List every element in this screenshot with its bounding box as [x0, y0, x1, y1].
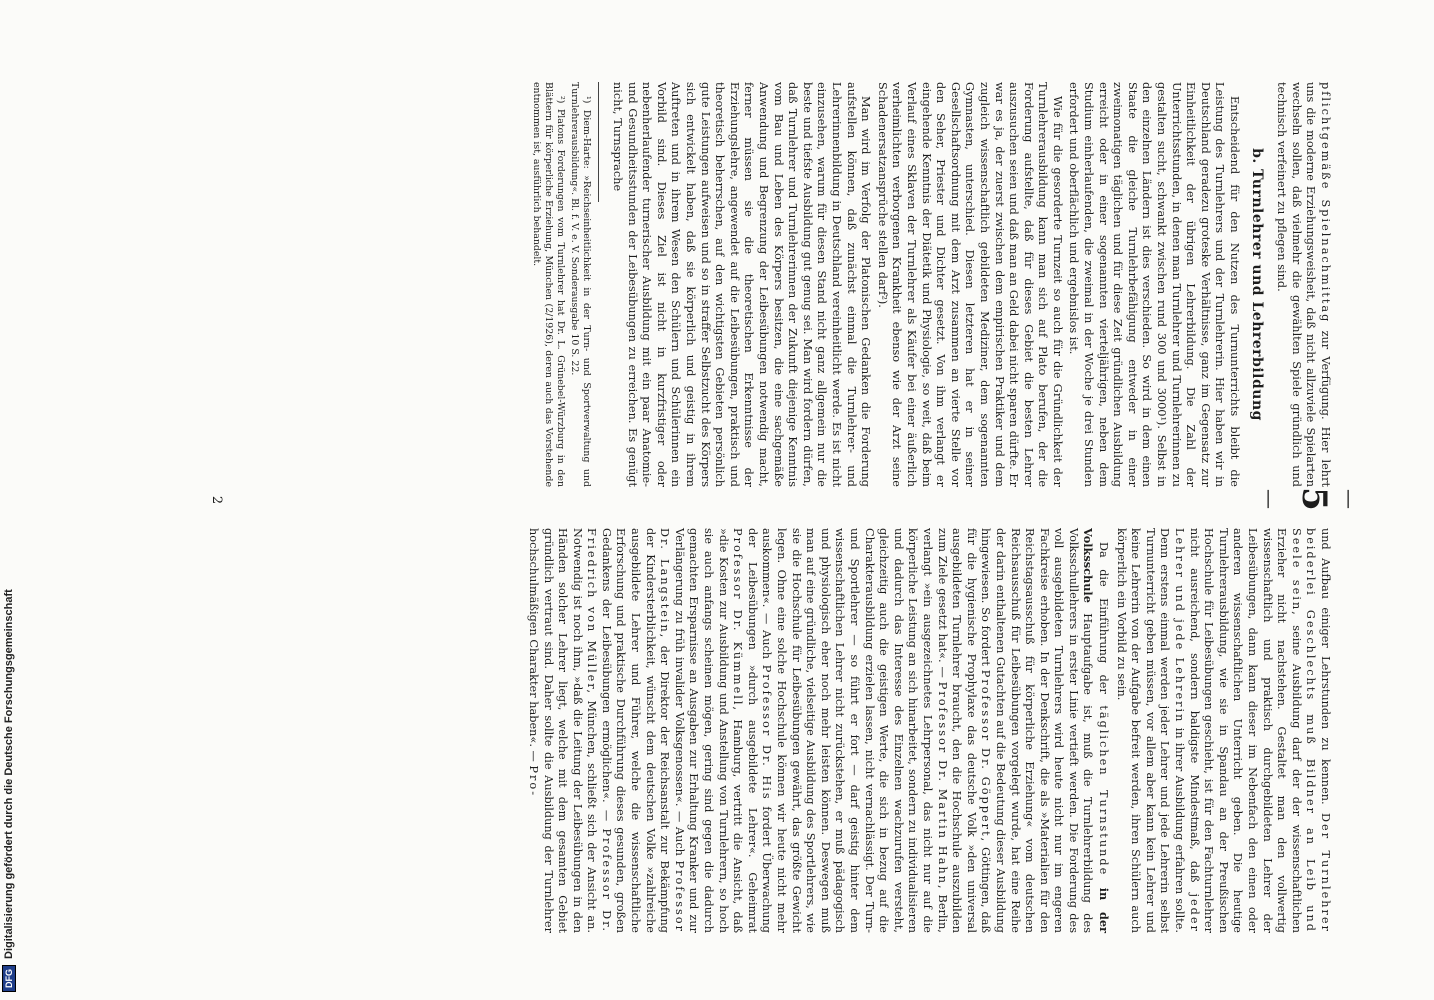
left-paragraph-3: Wie für die gesorderte Turnzeit so auch für die Gründlichkeit der Turnlehrerausbildung kann man sich auf Plato berufen, der die Forderung aufstellte, daß für dieses Gebiet die besten Lehrer auszusuchen seien und daß man an Geld dabei nicht sparen dürfte. Er war es ja, der zuerst zwischen dem empirischen Praktiker und dem zugleich wissenschaftlich gebildeten Mediziner, dem sogenannten Gymnasten, unterschied. Diesen letzteren hat er in seiner Gesellschaftsordnung mit dem Arzt zusammen an vierte Stelle vor den Seher, Priester und Dichter gesetzt. Von ihm verlangt er eingehende Kenntnis der Diätetik und Physiologie, so weit, daß beim Verlauf eines Sklaven der Turnlehrer als Käufer bei einer äußerlich verheimlichten verborgenen Krankheit ebenso wie der Arzt seine Schadenersatzansprüche stellen darf²). [875, 82, 1064, 487]
page-number-dash-left: — [1338, 489, 1362, 511]
spaced-text: jeder Lehrer und jede Lehrerin [1173, 528, 1201, 933]
paragraph-text: Da die Einführung der [1097, 542, 1111, 694]
paragraph-text: der Direktor der Reichsanstalt zur Bekämpfung der Kindersterblichkeit, wünscht dem deutschen Volke »zahlreiche ausgebildete Lehrer und Führer, welche die wissenschaftliche Erforschung und praktische Durchführung dieses gesunden, großen Gedankens der Leibesübungen ermöglichen«. — [599, 528, 672, 933]
paragraph-text: Göttingen, daß für die hygienische Prophylaxe das deutsche Volk »den universal ausgebildeten Turnlehrer braucht, den die Hochschule auszubilden zum Ziele gesetzt hat«. — [935, 528, 993, 933]
footnote-2: ²) Platons Forderungen vom Turnlehrer hat Dr. L. Grünebel-Würzburg in den Blättern für körperliche Erziehung, München (2/1926), deren auch das Vorstehende entnommen ist, ausführlich behandelt. [530, 82, 567, 487]
credit-text: Digitalisierung gefördert durch die Deutsche Forschungsgemeinschaft [3, 589, 15, 959]
paragraph-text: und Aufbau einiger Lehrstunden zu kennen. [1319, 528, 1332, 805]
page-number-dash-right: — [1258, 489, 1282, 511]
dfg-logo: DFG [2, 965, 16, 992]
paragraph-text: München, schließt sich der Ansicht an. Notwendig ist noch ihm, »daß die Leitung der Leibesübungen in den Händen solcher Lehrer liegt, welche mit dem gesamten Gebiet gründlich vertraut sind. Daher sollte die Ausbildung der Turnlehrer hochschulmäßigen Charakter haben«. — [526, 528, 599, 934]
paragraph-text: zur Verfügung. Hier lehrt uns die moderne Erziehungsweisheit, daß nicht allzuviele Spielarten wechseln sollen, daß vielmehr die gewählten Spiele gründlich und technisch verfeinert zu pflegen sind. [1275, 82, 1332, 488]
paragraph-text: seine Ausbildung darf der der wissenschaftlichen Erzieher nicht nachstehen. Gestaltet man den vollwertig wissenschaftlich und praktisch durchgebildeten Lehrer der Leibesübungen, dann kann dieser im Nebenfach den einen oder anderen wissenschaftlichen Unterricht geben. Die heutige Turnlehrerausbildung, wie sie in Spandau an der Preußischen Hochschule für Leibesübungen geschieht, ist für den Fachturnlehrer nicht ausreichend, sondern baldigste Mindestmaß, daß [1187, 528, 1303, 933]
spaced-text: Pro- [526, 765, 540, 798]
paragraph-text: Hauptaufgabe ist, muß die Turnlehrerbildung des Volksschullehrers in erster Linie vertieft werden. Die Forderung des voll ausgebildeten Turnlehrers wird heute nicht nur im engeren Fachkreise erhoben. In der Denkschrift, die als »Materialien für den Reichstagsausschuß für körperliche Erziehung« vom deutschen Reichsausschuß für Leibesübungen vorgelegt wurde, hat eine Reihe der darin enthaltenen Gutachten auf die Bedeutung dieser Ausbildung hingewiesen. So fordert [979, 528, 1095, 933]
signature-mark: 2 [209, 495, 224, 505]
paragraph-text: fordert Überwachung der Leibesübungen »durch ausgebildete Lehrer«. Geheimrat [745, 528, 774, 933]
paragraph-text: in ihrer Ausbildung erfahren sollte. Denn erstens einmal werden jeder Lehrer und jede Lehrerin selbst Turnunterricht geben müssen, vor allem aber kann kein Lehrer und keine Lehrerin von der Aufgabe befreit werden, ihren Schülern auch körperlich ein Vorbild zu sein. [1114, 528, 1187, 933]
digitization-credit [0, 0, 18, 1000]
left-paragraph-1 [1274, 82, 1332, 487]
spaced-text: pflichtgemäße Spielnachmittag [1319, 82, 1332, 324]
left-paragraph-4: Man wird im Verfolg der Platonischen Gedanken die Forderung aufstellen können, daß zunächst einmal die Turnlehrer- und Lehrerinnenbildung in Deutschland vereinheitlicht werde. Es ist nicht einzusehen, warum für diesen Stand nicht ganz allgemein nur die beste und tiefste Ausbildung gut genug sei. Man wird fordern dürfen, daß Turnlehrer und Turnlehrerinnen der Zukunft diejenige Kenntnis vom Bau und Leben des Körpers besitzen, die eine sachgemäße Anwendung und Begrenzung der Leibesübungen notwendig macht, ferner müssen sie die theoretischen Erkenntnisse der Erziehungslehre, angewendet auf die Leibesübungen, praktisch und theoretisch beherrschen, auf den wichtigsten Gebieten persönlich gute Leistungen aufweisen und so in straffer Selbstzucht des Körpers sich entwickelt haben, daß sie körperlich und geistig in ihrem Auftreten und in ihrem Wesen den Schülern und Schülerinnen ein Vorbild sind. Dieses Ziel ist nicht in kurzfristiger oder nebenherlaufender turnerischer Ausbildung mit ein paar Anatomie- und Gesundheitsstunden der Leibesübungen zu erreichen. Es genügt nicht, Turnsprache [611, 82, 873, 487]
section-heading: b. Turnlehrer und Lehrerbildung [1248, 148, 1265, 421]
spaced-text: Professor Dr. Friedrich von Müller, [585, 528, 613, 933]
spaced-text: Professor Dr. Langstein, [658, 528, 686, 933]
page-number-value: 5 [1294, 487, 1334, 513]
spaced-text: Professor Dr. Kümmell, [731, 528, 745, 713]
spaced-text: Professor Dr. Martin Hahn, [935, 681, 949, 891]
right-column [523, 528, 1332, 933]
spaced-text: Professor Dr. Göppert, [979, 669, 993, 844]
left-paragraph-2: Entscheidend für den Nutzen des Turnunterrichts bleibt die Leistung des Turnlehrers und der Turnlehrerin. Hier haben wir in Deutschland geradezu groteske Verhältnisse, ganz im Gegensatz zur Einheitlichkeit der übrigen Lehrerbildung. Die Zahl der Unterrichtsstunden, in denen man Turnlehrer und Turnlehrerinnen zu gestalten sucht, schwankt zwischen rund 300 und 3000¹). Selbst in den einzelnen Ländern ist dies verschieden. So wird in dem einen Staate die gleiche Turnlehrbefähigung entweder in einer zweimonatigen täglichen und für diese Zeit gründlichen Ausbildung erreicht oder in einer sogenannten vierteljährigen, neben dem Studium einherlaufenden, die zweimal in der Woche je drei Stunden erfordert und oberflächlich und ergebnislos ist. [1067, 82, 1242, 487]
left-column [527, 82, 1332, 487]
bold-text: in der Volksschule [1081, 528, 1112, 934]
paragraph-text: Berlin, verlangt »ein ausgezeichnetes Lehrpersonal, das nicht nur auf die körperliche Leistung an sich hinarbeitet, sondern zu individualisieren und dadurch das Interesse des Einzelnen wachzurufen versteht, gleichzeitig auch die geistigen Werte, die sich in bezug auf die Charakterausbildung erzielen lassen, nicht vernachlässigt. Der Turn- und Sportlehrer — so führt er fort — darf geistig hinter dem wissenschaftlichen Lehrer nicht zurückstehen, er muß pädagogisch und physiologisch eher noch mehr leisten können. Deswegen muß man auf eine gründliche, vielseitige Ausbildung des Sportlehrers, wie sie die Hochschule für Leibesübungen gewährt, das größte Gewicht legen. Ohne eine solche Hochschule können wir heute nicht mehr auskommen«. — Auch [760, 528, 949, 934]
footnote-1: ¹) Diem-Harte: »Reichseinheitlichkeit in der Turn- und Sportverwaltung und Turnlehrerausbildung«. Bl. f. V. e. V. Sonderausgabe 10 S. 22. [569, 82, 593, 487]
footnote-divider [599, 82, 600, 202]
spaced-text: Der Turnlehrer beiderlei Geschlechts muß Bildner an Leib und Seele sein, [1289, 528, 1332, 934]
spaced-text: täglichen Turnstunde [1097, 705, 1111, 877]
right-paragraph-2 [525, 528, 1111, 933]
right-paragraph-1 [1113, 528, 1332, 933]
credit-line [0, 0, 18, 1000]
spaced-text: Professor Dr. His [760, 664, 774, 801]
paragraph-text: Hamburg, vertritt die Ansicht, daß »die Kosten zur Ausbildung und Anstellung von Turnlehrern, so hoch sie auch anfangs scheinen mögen, gering sind gegen die dadurch gemachten Ersparnisse an Ausgaben zur Erhaltung Kranker und zur Verlängerung zu früh invalider Volksgenossen«. — Auch [672, 528, 745, 933]
